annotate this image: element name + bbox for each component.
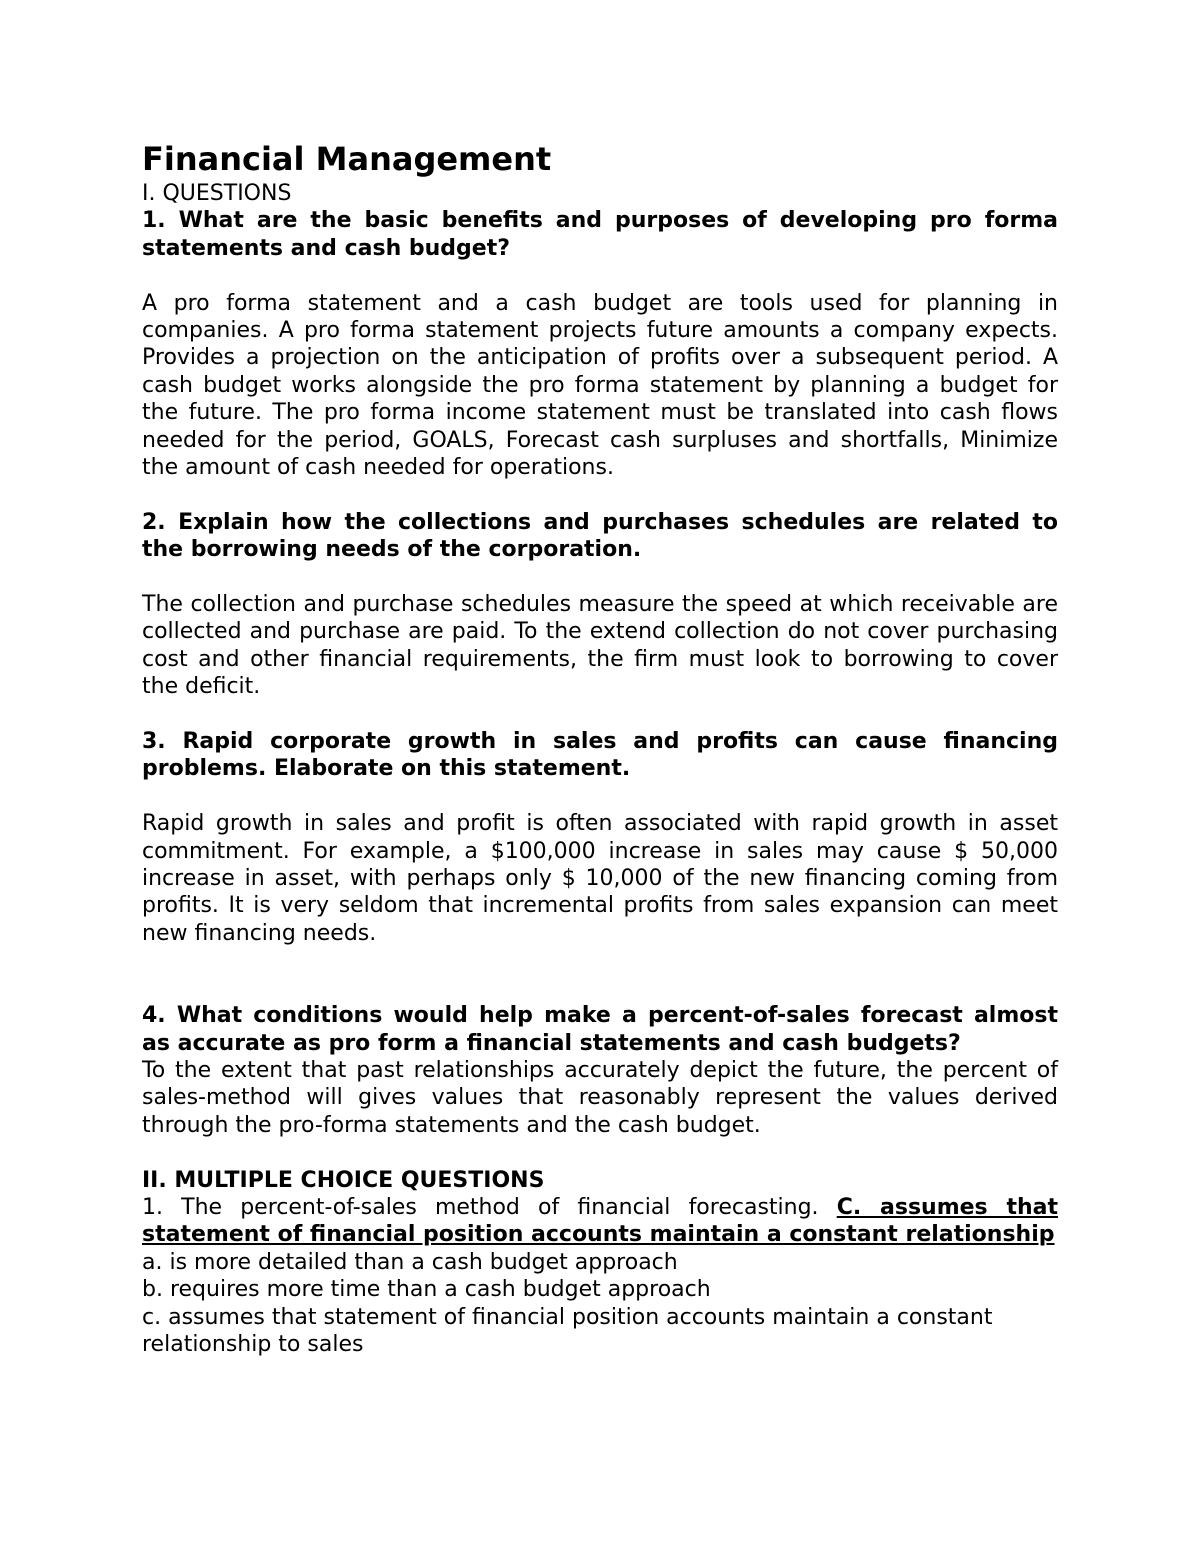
mcq-1-stem: [142, 1194, 1058, 1249]
spacer: [142, 783, 1058, 810]
spacer: [142, 564, 1058, 591]
mcq-1-option-c: c. assumes that statement of financial position accounts maintain a constant relationship to sales: [142, 1304, 993, 1357]
question-4: 4. What conditions would help make a percent-of-sales forecast almost as accurate as pro form a financial statements and cash budgets?: [142, 1003, 1058, 1056]
question-3: 3. Rapid corporate growth in sales and profits can cause financing problems. Elaborate on this statement.: [142, 729, 1058, 782]
document-page: [142, 138, 1058, 1358]
question-2: 2. Explain how the collections and purchases schedules are related to the borrowing needs of the corporation.: [142, 509, 1058, 563]
answer-2: The collection and purchase schedules measure the speed at which receivable are collected and purchase are paid. To the extend collection do not cover purchasing cost and other financial requirements, the firm must look to borrowing to cover the deficit.: [142, 592, 1058, 700]
answer-1: A pro forma statement and a cash budget are tools used for planning in companies. A pro forma statement projects future amounts a company expects. Provides a projection on the anticipation of profits over a subsequent period. A cash budget works alongside the pro forma statement by planning a budget for the future. The pro forma income statement must be translated into cash flows needed for the period, GOALS, Forecast cash surpluses and shortfalls, Minimize the amount of cash needed for operations.: [142, 290, 1058, 481]
answer-3: Rapid growth in sales and profit is often associated with rapid growth in asset commitment. For example, a $100,000 increase in sales may cause $ 50,000 increase in asset, with perhaps only $ 10,000 of the new financing coming from profits. It is very seldom that incremental profits from sales expansion can meet new financing needs.: [142, 811, 1058, 946]
mcq-1-option-a: a. is more detailed than a cash budget approach: [142, 1249, 678, 1275]
section-heading-questions: I. QUESTIONS: [142, 181, 292, 206]
answer-4: To the extent that past relationships accurately depict the future, the percent of sales-method will gives values that reasonably represent the values derived through the pro-forma statements and the cash budget.: [142, 1057, 1058, 1138]
section-heading-mcq: II. MULTIPLE CHOICE QUESTIONS: [142, 1167, 545, 1193]
spacer: [142, 1139, 1058, 1166]
spacer: [142, 262, 1058, 289]
spacer: [142, 701, 1058, 728]
question-1: 1. What are the basic benefits and purposes of developing pro forma statements and cash budget?: [142, 208, 1058, 261]
mcq-1-chosen-answer: C. assumes that statement of financial position accounts maintain a constant relationship: [142, 1194, 1059, 1248]
spacer: [142, 947, 1058, 1002]
mcq-1-option-b: b. requires more time than a cash budget approach: [142, 1277, 711, 1303]
spacer: [142, 481, 1058, 508]
document-title: Financial Management: [142, 140, 552, 178]
mcq-1-stem-text: 1. The percent-of-sales method of financial forecasting.: [142, 1194, 819, 1220]
